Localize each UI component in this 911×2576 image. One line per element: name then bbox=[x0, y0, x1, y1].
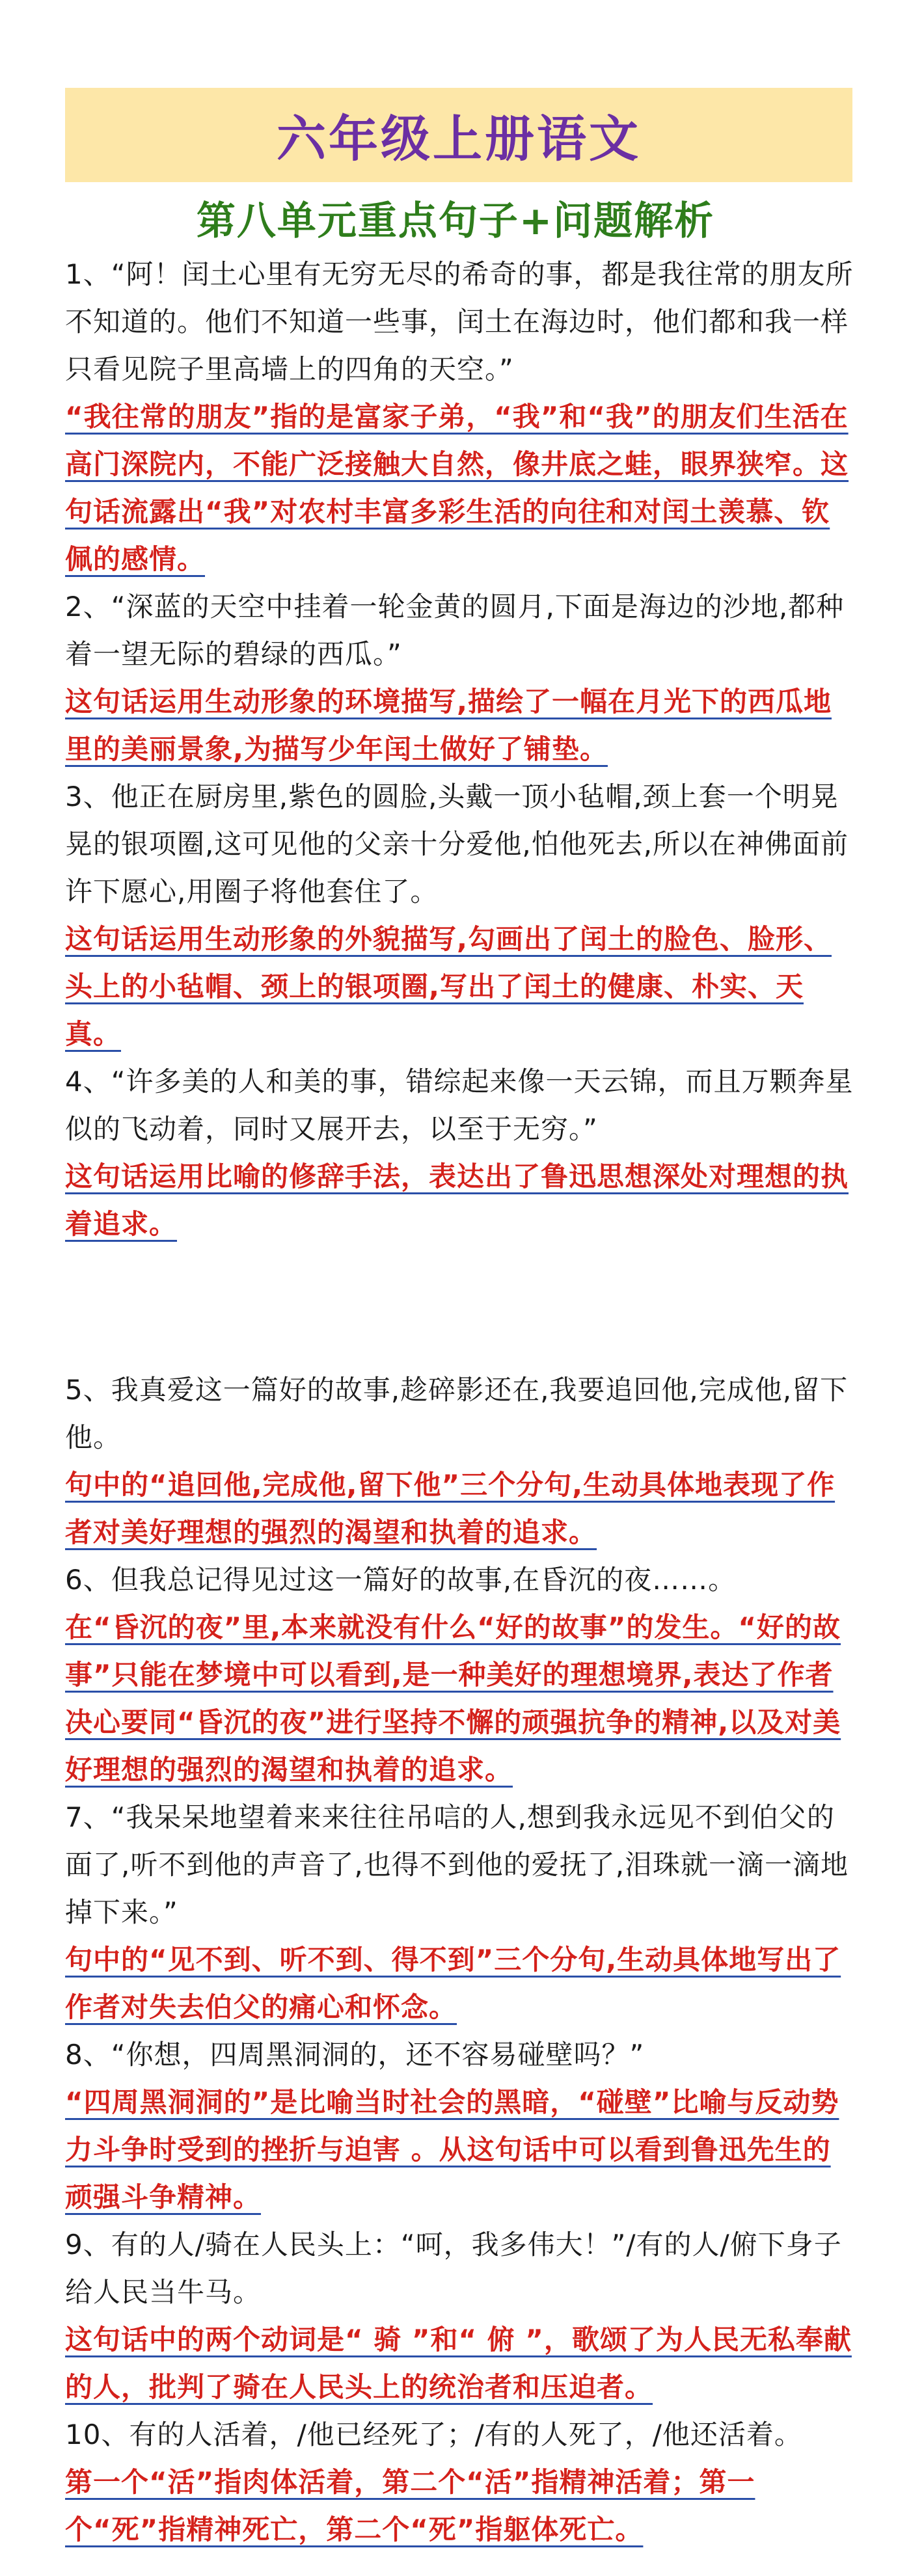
list-item bbox=[65, 250, 856, 583]
answer-5-text: 句中的“追回他,完成他,留下他”三个分句,生动具体地表现了作者对美好理想的强烈的渴望和执着的追求。 bbox=[65, 1469, 836, 1548]
question-10: 10、有的人活着，/他已经死了；/有的人死了，/他还活着。 bbox=[65, 2419, 802, 2450]
list-item bbox=[65, 2221, 856, 2411]
content-section-2 bbox=[65, 1366, 856, 2553]
answer-9-text: 这句话中的两个动词是“ 骑 ”和“ 俯 ”，歌颂了为人民无私奉献的人，批判了骑在人民头上的统治者和压迫者。 bbox=[65, 2324, 852, 2403]
list-item bbox=[65, 773, 856, 1058]
answer-9 bbox=[65, 2316, 856, 2411]
list-item bbox=[65, 1058, 856, 1248]
title-banner bbox=[65, 88, 852, 182]
page-title: 六年级上册语文 bbox=[277, 110, 641, 168]
answer-6-text: 在“昏沉的夜”里,本来就没有什么“好的故事”的发生。“好的故事”只能在梦境中可以看到,是一种美好的理想境界,表达了作者决心要同“昏沉的夜”进行坚持不懈的顽强抗争的精神,以及对美好理想的强烈的渴望和执着的追求。 bbox=[65, 1611, 841, 1786]
answer-6 bbox=[65, 1603, 856, 1793]
answer-4 bbox=[65, 1153, 856, 1248]
answer-3 bbox=[65, 915, 856, 1058]
answer-10 bbox=[65, 2458, 856, 2553]
question-4: 4、“许多美的人和美的事，错综起来像一天云锦，而且万颗奔星似的飞动着，同时又展开去，以至于无穷。” bbox=[65, 1066, 854, 1145]
question-3: 3、他正在厨房里,紫色的圆脸,头戴一顶小毡帽,颈上套一个明晃晃的银项圈,这可见他的父亲十分爱他,怕他死去,所以在神佛面前许下愿心,用圈子将他套住了。 bbox=[65, 781, 849, 907]
list-item bbox=[65, 1556, 856, 1793]
answer-8 bbox=[65, 2078, 856, 2221]
question-8: 8、“你想，四周黑洞洞的，还不容易碰壁吗？” bbox=[65, 2039, 645, 2071]
question-1: 1、“阿！闰土心里有无穷无尽的希奇的事，都是我往常的朋友所不知道的。他们不知道一些事，闰土在海边时，他们都和我一样只看见院子里高墙上的四角的天空。” bbox=[65, 258, 854, 385]
list-item bbox=[65, 1793, 856, 2031]
list-item bbox=[65, 1366, 856, 1556]
list-item bbox=[65, 2031, 856, 2221]
question-5: 5、我真爱这一篇好的故事,趁碎影还在,我要追回他,完成他,留下他。 bbox=[65, 1374, 849, 1453]
answer-7-text: 句中的“见不到、听不到、得不到”三个分句,生动具体地写出了作者对失去伯父的痛心和怀念。 bbox=[65, 1944, 841, 2023]
question-9: 9、有的人/骑在人民头上：“呵，我多伟大！”/有的人/俯下身子给人民当牛马。 bbox=[65, 2229, 842, 2308]
answer-1 bbox=[65, 393, 856, 583]
answer-1-text: “我往常的朋友”指的是富家子弟，“我”和“我”的朋友们生活在高门深院内，不能广泛接触大自然，像井底之蛙，眼界狭窄。这句话流露出“我”对农村丰富多彩生活的向往和对闰土羡慕、钦佩的感情。 bbox=[65, 401, 849, 575]
answer-2 bbox=[65, 678, 856, 773]
question-2: 2、“深蓝的天空中挂着一轮金黄的圆月,下面是海边的沙地,都种着一望无际的碧绿的西瓜。” bbox=[65, 591, 845, 670]
answer-10-text: 第一个“活”指肉体活着，第二个“活”指精神活着；第一个“死”指精神死亡，第二个“死”指躯体死亡。 bbox=[65, 2466, 755, 2545]
answer-4-text: 这句话运用比喻的修辞手法，表达出了鲁迅思想深处对理想的执着追求。 bbox=[65, 1161, 849, 1240]
list-item bbox=[65, 583, 856, 773]
answer-8-text: “四周黑洞洞的”是比喻当时社会的黑暗，“碰壁”比喻与反动势力斗争时受到的挫折与迫害 。从这句话中可以看到鲁迅先生的顽强斗争精神。 bbox=[65, 2086, 839, 2213]
question-6: 6、但我总记得见过这一篇好的故事,在昏沉的夜……。 bbox=[65, 1564, 737, 1596]
answer-3-text: 这句话运用生动形象的外貌描写,勾画出了闰土的脸色、脸形、头上的小毡帽、颈上的银项圈,写出了闰土的健康、朴实、天真。 bbox=[65, 923, 832, 1050]
answer-2-text: 这句话运用生动形象的环境描写,描绘了一幅在月光下的西瓜地里的美丽景象,为描写少年闰土做好了铺垫。 bbox=[65, 686, 832, 765]
list-item bbox=[65, 2411, 856, 2553]
answer-5 bbox=[65, 1461, 856, 1556]
answer-7 bbox=[65, 1936, 856, 2031]
page-subtitle: 第八单元重点句子+问题解析 bbox=[196, 198, 715, 244]
content-section-1 bbox=[65, 250, 856, 1248]
question-7: 7、“我呆呆地望着来来往往吊唁的人,想到我永远见不到伯父的面了,听不到他的声音了,也得不到他的爱抚了,泪珠就一滴一滴地掉下来。” bbox=[65, 1801, 849, 1928]
